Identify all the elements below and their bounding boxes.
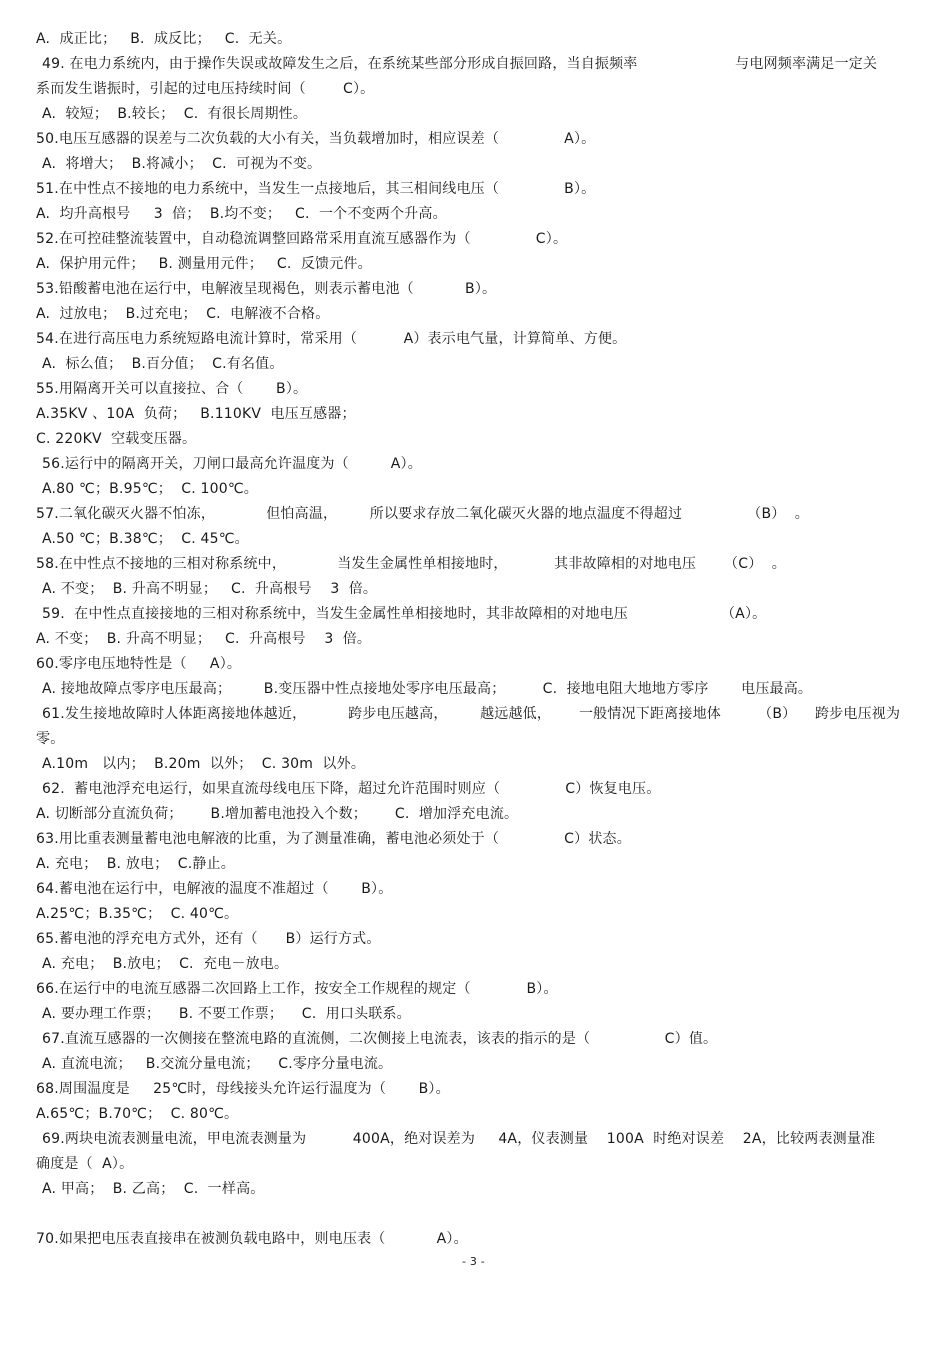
text-line: A.25℃；B.35℃； C. 40℃。: [36, 906, 239, 922]
text-line: 56.运行中的隔离开关，刀闸口最高允许温度为（ A）。: [42, 456, 422, 472]
text-line: A.65℃；B.70℃； C. 80℃。: [36, 1106, 239, 1122]
text-line: 53.铅酸蓄电池在运行中，电解液呈现褐色，则表示蓄电池（ B）。: [36, 281, 497, 297]
text-line: 54.在进行高压电力系统短路电流计算时，常采用（ A）表示电气量，计算简单、方便。: [36, 331, 627, 347]
text-line: 65.蓄电池的浮充电方式外，还有（ B）运行方式。: [36, 931, 381, 947]
text-line: A. 切断部分直流负荷； B.增加蓄电池投入个数； C. 增加浮充电流。: [36, 806, 519, 822]
text-line: A. 标么值； B.百分值； C.有名值。: [42, 356, 284, 372]
text-line: 70.如果把电压表直接串在被测负载电路中，则电压表（ A）。: [36, 1231, 468, 1247]
text-line: 66.在运行中的电流互感器二次回路上工作，按安全工作规程的规定（ B）。: [36, 981, 558, 997]
text-line: 68.周围温度是 25℃时，母线接头允许运行温度为（ B）。: [36, 1081, 450, 1097]
text-line: A.10m 以内； B.20m 以外； C. 30m 以外。: [42, 756, 366, 772]
text-line: A.80 ℃；B.95℃； C. 100℃。: [42, 481, 258, 497]
text-line: A. 充电； B.放电； C. 充电－放电。: [42, 956, 289, 972]
text-line: 67.直流互感器的一次侧接在整流电路的直流侧，二次侧接上电流表，该表的指示的是（ C）值。: [42, 1031, 718, 1047]
text-line: A.35KV 、10A 负荷； B.110KV 电压互感器；: [36, 406, 356, 422]
text-line: 61.发生接地故障时人体距离接地体越近， 跨步电压越高， 越远越低， 一般情况下距离接地体 （B） 跨步电压视为: [42, 706, 901, 722]
text-line: 系而发生谐振时，引起的过电压持续时间（ C）。: [36, 81, 375, 97]
text-line: 57.二氧化碳灭火器不怕冻， 但怕高温， 所以要求存放二氧化碳灭火器的地点温度不得超过 （B） 。: [36, 506, 809, 522]
text-line: A. 均升高根号 3 倍； B.均不变； C. 一个不变两个升高。: [36, 206, 447, 222]
text-line: 60.零序电压地特性是（ A）。: [36, 656, 242, 672]
text-line: A. 不变； B. 升高不明显； C. 升高根号 3 倍。: [36, 631, 372, 647]
text-line: 63.用比重表测量蓄电池电解液的比重，为了测量准确，蓄电池必须处于（ C）状态。: [36, 831, 631, 847]
text-line: A. 将增大； B.将减小； C. 可视为不变。: [42, 156, 322, 172]
text-line: C. 220KV 空载变压器。: [36, 431, 197, 447]
text-line: A.50 ℃；B.38℃； C. 45℃。: [42, 531, 249, 547]
text-line: A. 直流电流； B.交流分量电流； C.零序分量电流。: [42, 1056, 393, 1072]
text-line: A. 成正比； B. 成反比； C. 无关。: [36, 31, 292, 47]
text-line: 51.在中性点不接地的电力系统中，当发生一点接地后，其三相间线电压（ B）。: [36, 181, 596, 197]
text-line: 49. 在电力系统内，由于操作失误或故障发生之后，在系统某些部分形成自振回路，当自振频率 与电网频率满足一定关: [42, 56, 878, 72]
text-line: 58.在中性点不接地的三相对称系统中， 当发生金属性单相接地时， 其非故障相的对地电压 （C） 。: [36, 556, 786, 572]
text-line: A. 过放电； B.过充电； C. 电解液不合格。: [36, 306, 330, 322]
text-line: A. 甲高； B. 乙高； C. 一样高。: [42, 1181, 265, 1197]
text-line: 59. 在中性点直接接地的三相对称系统中，当发生金属性单相接地时，其非故障相的对地电压 （A）。: [42, 606, 767, 622]
text-line: A. 要办理工作票； B. 不要工作票； C. 用口头联系。: [42, 1006, 411, 1022]
text-line: 69.两块电流表测量电流，甲电流表测量为 400A，绝对误差为 4A，仪表测量 100A 时绝对误差 2A，比较两表测量准: [42, 1131, 876, 1147]
text-line: 55.用隔离开关可以直接拉、合（ B）。: [36, 381, 308, 397]
text-line: A. 不变； B. 升高不明显； C. 升高根号 3 倍。: [42, 581, 378, 597]
text-line: 52.在可控硅整流装置中，自动稳流调整回路常采用直流互感器作为（ C）。: [36, 231, 568, 247]
text-line: A. 较短； B.较长； C. 有很长周期性。: [42, 106, 308, 122]
text-line: A. 保护用元件； B. 测量用元件； C. 反馈元件。: [36, 256, 372, 272]
text-line: 零。: [36, 731, 65, 747]
text-line: 64.蓄电池在运行中，电解液的温度不准超过（ B）。: [36, 881, 393, 897]
text-line: 50.电压互感器的误差与二次负载的大小有关，当负载增加时，相应误差（ A）。: [36, 131, 596, 147]
text-line: A. 充电； B. 放电； C.静止。: [36, 856, 235, 872]
text-line: 62. 蓄电池浮充电运行，如果直流母线电压下降，超过允许范围时则应（ C）恢复电压。: [42, 781, 661, 797]
text-line: A. 接地故障点零序电压最高； B.变压器中性点接地处零序电压最高； C. 接地电阻大地地方零序 电压最高。: [42, 681, 813, 697]
page-number: - 3 -: [462, 1255, 485, 1268]
text-line: 确度是（ A）。: [36, 1156, 134, 1172]
